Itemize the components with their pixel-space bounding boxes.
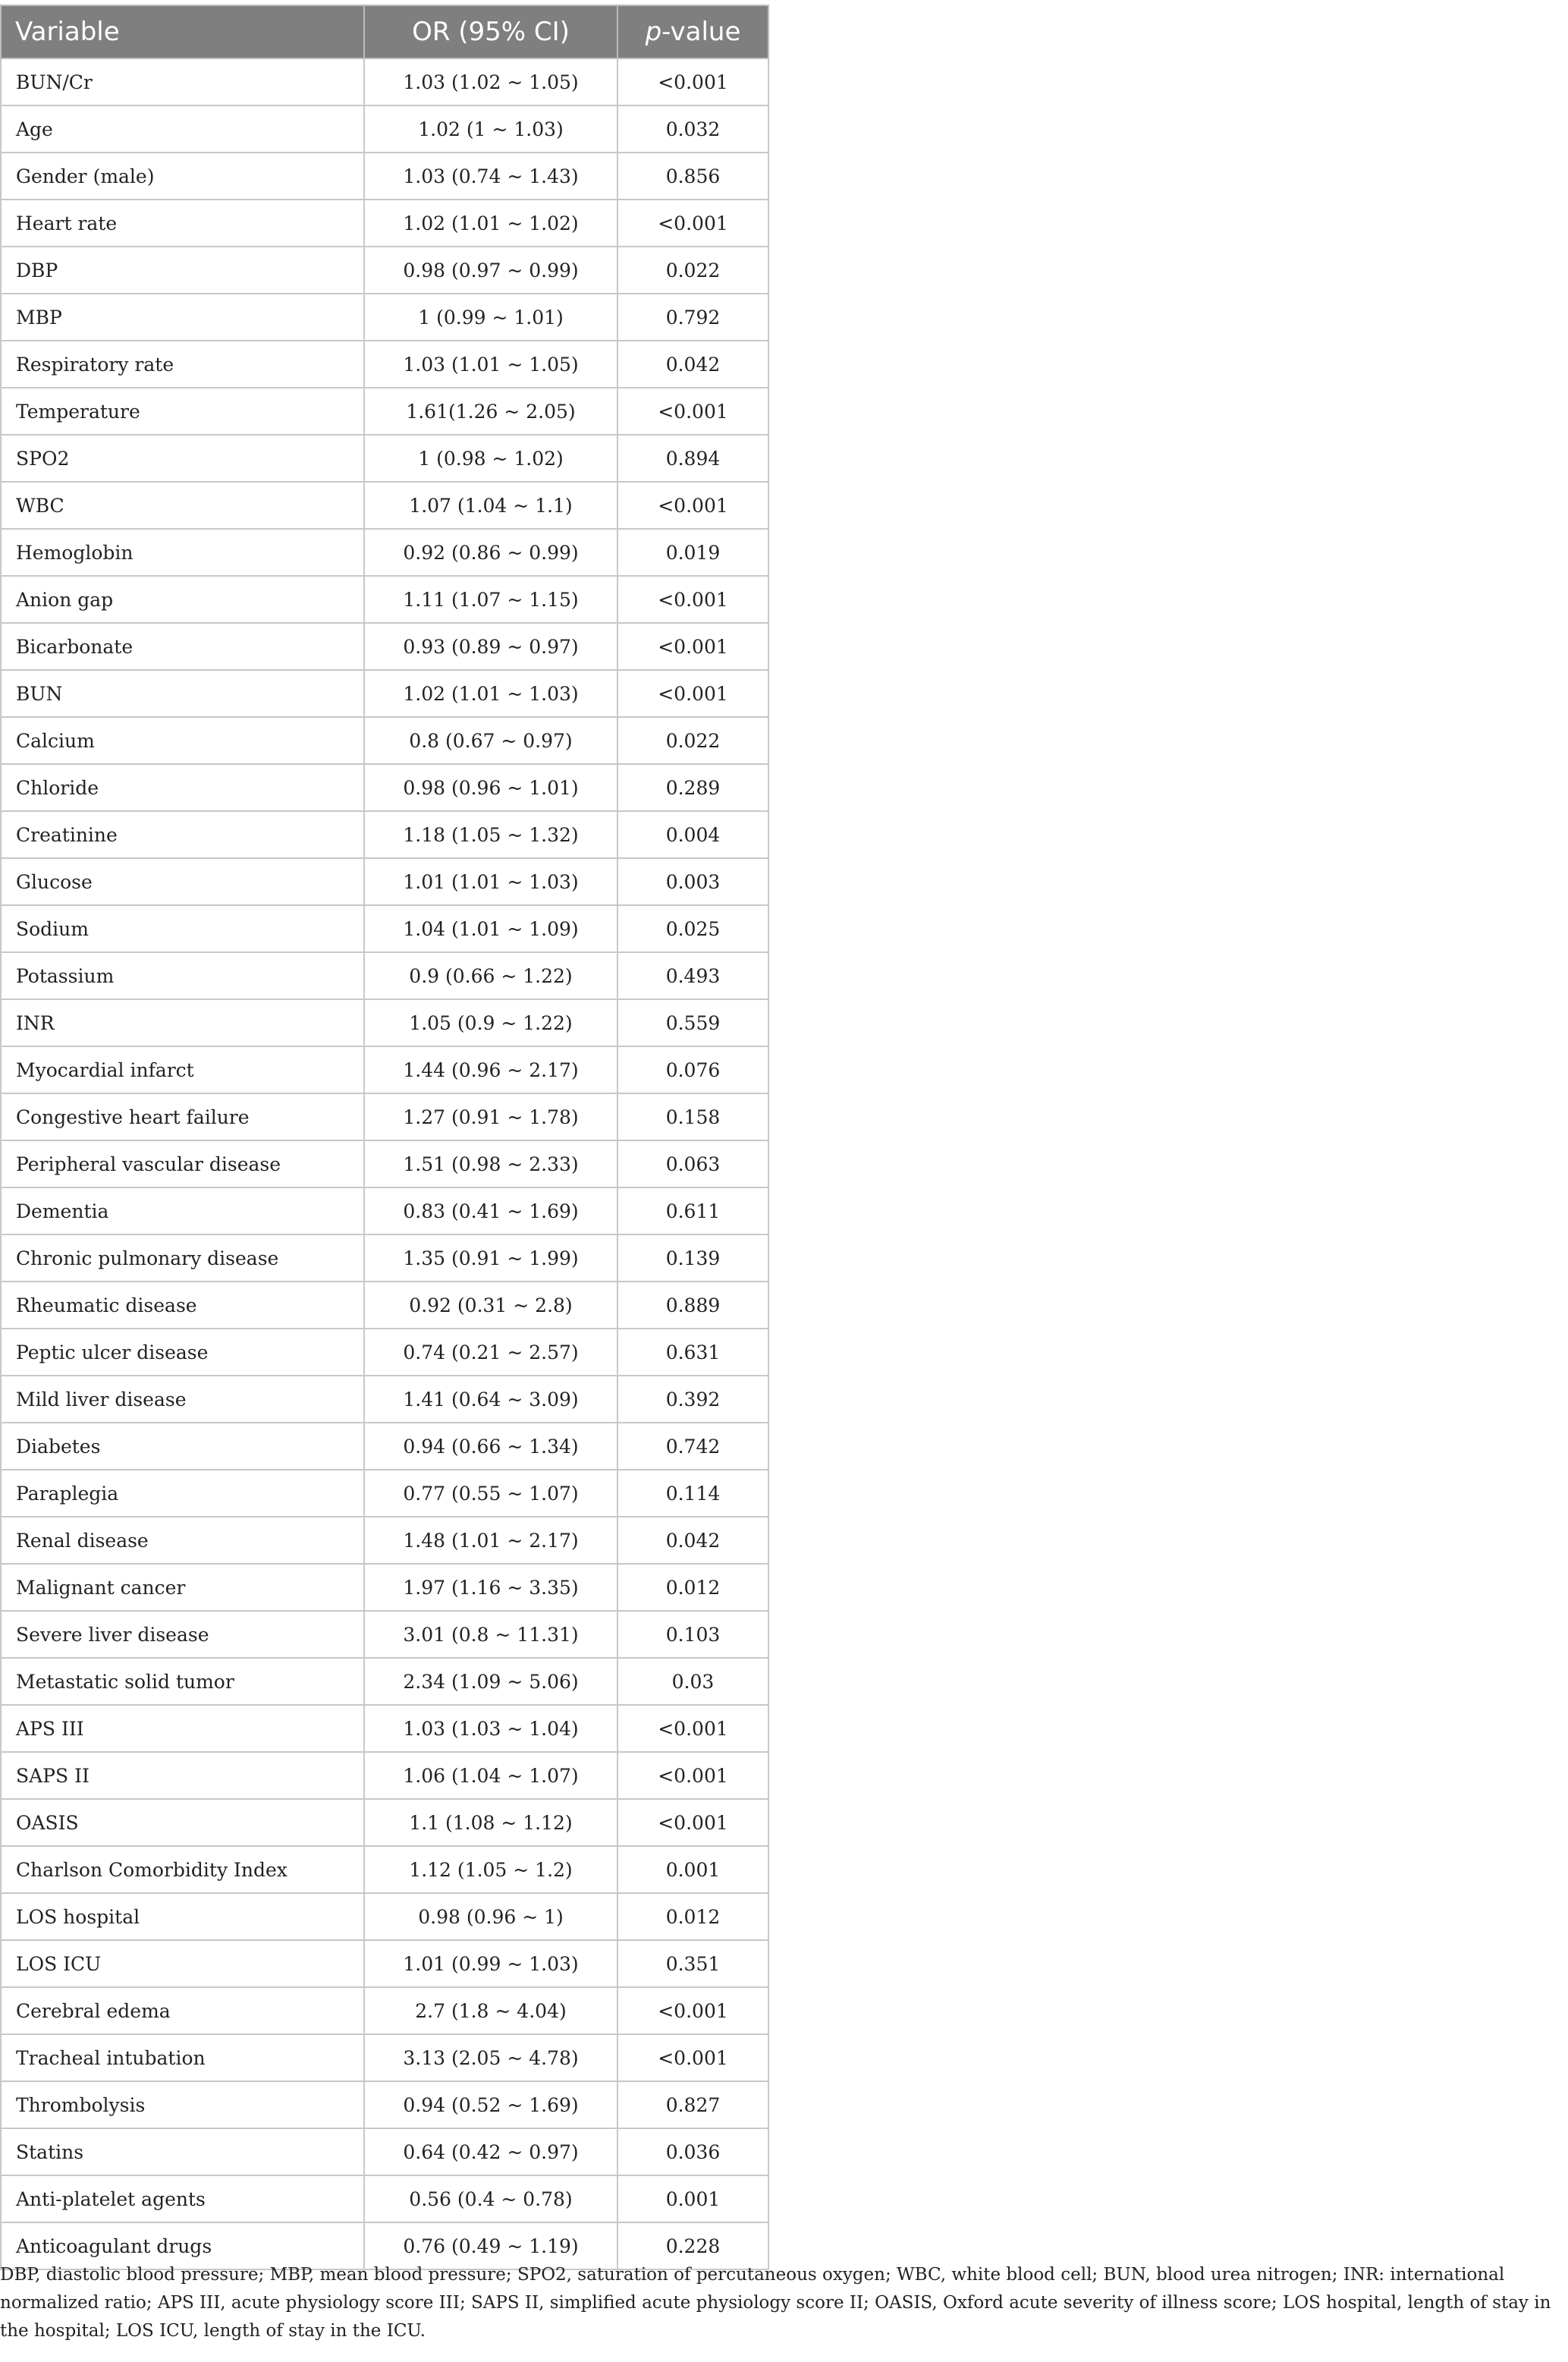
table-row [1, 623, 768, 670]
p-value-cell: 0.063 [617, 1140, 768, 1187]
variable-cell: Metastatic solid tumor [1, 1658, 364, 1705]
variable-cell: Mild liver disease [1, 1376, 364, 1423]
p-value-cell: 0.001 [617, 2175, 768, 2222]
p-value-cell: <0.001 [617, 623, 768, 670]
variable-cell: Bicarbonate [1, 623, 364, 670]
p-value-cell: <0.001 [617, 1752, 768, 1799]
p-value-cell: 0.012 [617, 1893, 768, 1940]
variable-cell: LOS hospital [1, 1893, 364, 1940]
or-ci-cell: 0.56 (0.4 ~ 0.78) [364, 2175, 617, 2222]
p-value-cell: 0.742 [617, 1423, 768, 1470]
variable-cell: Statins [1, 2128, 364, 2175]
variable-cell: Renal disease [1, 1517, 364, 1564]
table-row [1, 717, 768, 764]
table-row [1, 2081, 768, 2128]
table-row [1, 1705, 768, 1752]
table-row [1, 58, 768, 105]
p-value-cell: <0.001 [617, 1705, 768, 1752]
variable-cell: Creatinine [1, 811, 364, 858]
p-value-cell: 0.792 [617, 294, 768, 341]
p-value-cell: 0.019 [617, 529, 768, 576]
table-row [1, 1234, 768, 1282]
or-ci-cell: 0.93 (0.89 ~ 0.97) [364, 623, 617, 670]
table-row [1, 247, 768, 294]
p-value-cell: <0.001 [617, 1987, 768, 2034]
header-p-value [617, 5, 768, 58]
variable-cell: Charlson Comorbidity Index [1, 1846, 364, 1893]
or-ci-cell: 1.02 (1.01 ~ 1.02) [364, 200, 617, 247]
or-ci-cell: 1 (0.98 ~ 1.02) [364, 435, 617, 482]
variable-cell: Anti-platelet agents [1, 2175, 364, 2222]
or-ci-cell: 1.44 (0.96 ~ 2.17) [364, 1046, 617, 1093]
p-value-cell: 0.036 [617, 2128, 768, 2175]
or-ci-cell: 0.64 (0.42 ~ 0.97) [364, 2128, 617, 2175]
or-ci-cell: 0.98 (0.97 ~ 0.99) [364, 247, 617, 294]
p-value-cell: 0.042 [617, 341, 768, 388]
or-ci-cell: 1.02 (1.01 ~ 1.03) [364, 670, 617, 717]
variable-cell: LOS ICU [1, 1940, 364, 1987]
p-value-cell: 0.004 [617, 811, 768, 858]
table-row [1, 1517, 768, 1564]
or-ci-cell: 1.01 (1.01 ~ 1.03) [364, 858, 617, 905]
table-row [1, 999, 768, 1046]
table-row [1, 905, 768, 952]
or-ci-cell: 1.48 (1.01 ~ 2.17) [364, 1517, 617, 1564]
variable-cell: Chronic pulmonary disease [1, 1234, 364, 1282]
or-ci-cell: 1.18 (1.05 ~ 1.32) [364, 811, 617, 858]
or-ci-cell: 0.74 (0.21 ~ 2.57) [364, 1329, 617, 1376]
variable-cell: Hemoglobin [1, 529, 364, 576]
table-row [1, 200, 768, 247]
p-value-cell: 0.042 [617, 1517, 768, 1564]
p-value-cell: <0.001 [617, 670, 768, 717]
p-value-cell: 0.012 [617, 1564, 768, 1611]
p-value-cell: 0.392 [617, 1376, 768, 1423]
or-ci-cell: 0.76 (0.49 ~ 1.19) [364, 2222, 617, 2269]
or-ci-cell: 0.83 (0.41 ~ 1.69) [364, 1187, 617, 1234]
p-value-cell: 0.139 [617, 1234, 768, 1282]
or-ci-cell: 2.7 (1.8 ~ 4.04) [364, 1987, 617, 2034]
table-row [1, 858, 768, 905]
table-row [1, 1329, 768, 1376]
p-value-cell: 0.001 [617, 1846, 768, 1893]
p-value-cell: 0.032 [617, 105, 768, 153]
odds-ratio-table [0, 5, 769, 2270]
table-row [1, 1893, 768, 1940]
variable-cell: Anion gap [1, 576, 364, 623]
or-ci-cell: 3.01 (0.8 ~ 11.31) [364, 1611, 617, 1658]
table-row [1, 1799, 768, 1846]
variable-cell: DBP [1, 247, 364, 294]
header-or-ci: OR (95% CI) [364, 5, 617, 58]
header-p-rest: -value [661, 17, 741, 47]
p-value-cell: 0.103 [617, 1611, 768, 1658]
table-row [1, 1940, 768, 1987]
p-value-cell: 0.894 [617, 435, 768, 482]
table-row [1, 952, 768, 999]
table-row [1, 294, 768, 341]
or-ci-cell: 1.07 (1.04 ~ 1.1) [364, 482, 617, 529]
p-value-cell: 0.559 [617, 999, 768, 1046]
variable-cell: Potassium [1, 952, 364, 999]
table-row [1, 388, 768, 435]
table-row [1, 1046, 768, 1093]
variable-cell: SPO2 [1, 435, 364, 482]
variable-cell: Rheumatic disease [1, 1282, 364, 1329]
table-row [1, 2034, 768, 2081]
or-ci-cell: 0.8 (0.67 ~ 0.97) [364, 717, 617, 764]
table-row [1, 1752, 768, 1799]
p-value-cell: 0.611 [617, 1187, 768, 1234]
variable-cell: Malignant cancer [1, 1564, 364, 1611]
variable-cell: Sodium [1, 905, 364, 952]
or-ci-cell: 0.92 (0.31 ~ 2.8) [364, 1282, 617, 1329]
or-ci-cell: 0.98 (0.96 ~ 1) [364, 1893, 617, 1940]
variable-cell: Anticoagulant drugs [1, 2222, 364, 2269]
or-ci-cell: 2.34 (1.09 ~ 5.06) [364, 1658, 617, 1705]
or-ci-cell: 0.94 (0.52 ~ 1.69) [364, 2081, 617, 2128]
or-ci-cell: 1.27 (0.91 ~ 1.78) [364, 1093, 617, 1140]
p-value-cell: 0.022 [617, 247, 768, 294]
table-row [1, 1376, 768, 1423]
table-row [1, 1611, 768, 1658]
variable-cell: BUN/Cr [1, 58, 364, 105]
p-value-cell: 0.114 [617, 1470, 768, 1517]
p-value-cell: 0.076 [617, 1046, 768, 1093]
header-variable: Variable [1, 5, 364, 58]
variable-cell: MBP [1, 294, 364, 341]
table-row [1, 1187, 768, 1234]
variable-cell: APS III [1, 1705, 364, 1752]
or-ci-cell: 1.41 (0.64 ~ 3.09) [364, 1376, 617, 1423]
variable-cell: INR [1, 999, 364, 1046]
or-ci-cell: 1.01 (0.99 ~ 1.03) [364, 1940, 617, 1987]
variable-cell: Heart rate [1, 200, 364, 247]
or-ci-cell: 3.13 (2.05 ~ 4.78) [364, 2034, 617, 2081]
table-row [1, 576, 768, 623]
table-row [1, 153, 768, 200]
or-ci-cell: 1 (0.99 ~ 1.01) [364, 294, 617, 341]
table-footnote: DBP, diastolic blood pressure; MBP, mean blood pressure; SPO2, saturation of percutaneous oxygen; WBC, white blood cell; BUN, blood urea nitrogen; INR: international normalized ratio; APS III, acute physiology score III; SAPS II, simplified acute physiology score II; OASIS, Oxford acute severity of illness score; LOS hospital, length of stay in the hospital; LOS ICU, length of stay in the ICU. [0, 2265, 1551, 2341]
or-ci-cell: 1.03 (1.02 ~ 1.05) [364, 58, 617, 105]
table-row [1, 1093, 768, 1140]
table-row [1, 1423, 768, 1470]
header-p-italic: p [645, 17, 662, 47]
or-ci-cell: 1.51 (0.98 ~ 2.33) [364, 1140, 617, 1187]
p-value-cell: <0.001 [617, 200, 768, 247]
p-value-cell: <0.001 [617, 482, 768, 529]
p-value-cell: 0.025 [617, 905, 768, 952]
or-ci-cell: 1.61(1.26 ~ 2.05) [364, 388, 617, 435]
variable-cell: Myocardial infarct [1, 1046, 364, 1093]
variable-cell: Severe liver disease [1, 1611, 364, 1658]
p-value-cell: 0.631 [617, 1329, 768, 1376]
p-value-cell: 0.158 [617, 1093, 768, 1140]
table-row [1, 1846, 768, 1893]
table-row [1, 529, 768, 576]
p-value-cell: 0.228 [617, 2222, 768, 2269]
table-row [1, 1470, 768, 1517]
table-row [1, 1564, 768, 1611]
p-value-cell: <0.001 [617, 1799, 768, 1846]
variable-cell: Paraplegia [1, 1470, 364, 1517]
variable-cell: Age [1, 105, 364, 153]
or-ci-cell: 1.35 (0.91 ~ 1.99) [364, 1234, 617, 1282]
variable-cell: OASIS [1, 1799, 364, 1846]
variable-cell: Cerebral edema [1, 1987, 364, 2034]
or-ci-cell: 0.94 (0.66 ~ 1.34) [364, 1423, 617, 1470]
variable-cell: Respiratory rate [1, 341, 364, 388]
p-value-cell: 0.022 [617, 717, 768, 764]
table-row [1, 341, 768, 388]
p-value-cell: 0.351 [617, 1940, 768, 1987]
table-row [1, 811, 768, 858]
or-ci-cell: 0.9 (0.66 ~ 1.22) [364, 952, 617, 999]
p-value-cell: <0.001 [617, 576, 768, 623]
variable-cell: Peptic ulcer disease [1, 1329, 364, 1376]
or-ci-cell: 1.03 (1.01 ~ 1.05) [364, 341, 617, 388]
table-row [1, 435, 768, 482]
or-ci-cell: 1.06 (1.04 ~ 1.07) [364, 1752, 617, 1799]
or-ci-cell: 0.92 (0.86 ~ 0.99) [364, 529, 617, 576]
table-row [1, 482, 768, 529]
variable-cell: WBC [1, 482, 364, 529]
table-header-row [1, 5, 768, 58]
variable-cell: SAPS II [1, 1752, 364, 1799]
or-ci-cell: 0.77 (0.55 ~ 1.07) [364, 1470, 617, 1517]
variable-cell: Thrombolysis [1, 2081, 364, 2128]
p-value-cell: 0.289 [617, 764, 768, 811]
variable-cell: Diabetes [1, 1423, 364, 1470]
variable-cell: Temperature [1, 388, 364, 435]
variable-cell: Calcium [1, 717, 364, 764]
table-row [1, 2128, 768, 2175]
p-value-cell: 0.493 [617, 952, 768, 999]
p-value-cell: <0.001 [617, 58, 768, 105]
table-row [1, 105, 768, 153]
or-ci-cell: 1.1 (1.08 ~ 1.12) [364, 1799, 617, 1846]
or-ci-cell: 1.05 (0.9 ~ 1.22) [364, 999, 617, 1046]
p-value-cell: 0.03 [617, 1658, 768, 1705]
p-value-cell: <0.001 [617, 388, 768, 435]
table-row [1, 670, 768, 717]
table-row [1, 2175, 768, 2222]
table-row [1, 1140, 768, 1187]
or-ci-cell: 0.98 (0.96 ~ 1.01) [364, 764, 617, 811]
or-ci-cell: 1.03 (1.03 ~ 1.04) [364, 1705, 617, 1752]
table-body [1, 58, 768, 2269]
table-row [1, 1987, 768, 2034]
or-ci-cell: 1.97 (1.16 ~ 3.35) [364, 1564, 617, 1611]
table-row [1, 764, 768, 811]
p-value-cell: <0.001 [617, 2034, 768, 2081]
p-value-cell: 0.003 [617, 858, 768, 905]
variable-cell: Chloride [1, 764, 364, 811]
table-row [1, 1282, 768, 1329]
or-ci-cell: 1.03 (0.74 ~ 1.43) [364, 153, 617, 200]
or-ci-cell: 1.12 (1.05 ~ 1.2) [364, 1846, 617, 1893]
or-ci-cell: 1.02 (1 ~ 1.03) [364, 105, 617, 153]
or-ci-cell: 1.04 (1.01 ~ 1.09) [364, 905, 617, 952]
variable-cell: BUN [1, 670, 364, 717]
variable-cell: Peripheral vascular disease [1, 1140, 364, 1187]
variable-cell: Glucose [1, 858, 364, 905]
or-ci-cell: 1.11 (1.07 ~ 1.15) [364, 576, 617, 623]
variable-cell: Gender (male) [1, 153, 364, 200]
variable-cell: Dementia [1, 1187, 364, 1234]
p-value-cell: 0.827 [617, 2081, 768, 2128]
variable-cell: Tracheal intubation [1, 2034, 364, 2081]
table-row [1, 1658, 768, 1705]
p-value-cell: 0.856 [617, 153, 768, 200]
p-value-cell: 0.889 [617, 1282, 768, 1329]
variable-cell: Congestive heart failure [1, 1093, 364, 1140]
